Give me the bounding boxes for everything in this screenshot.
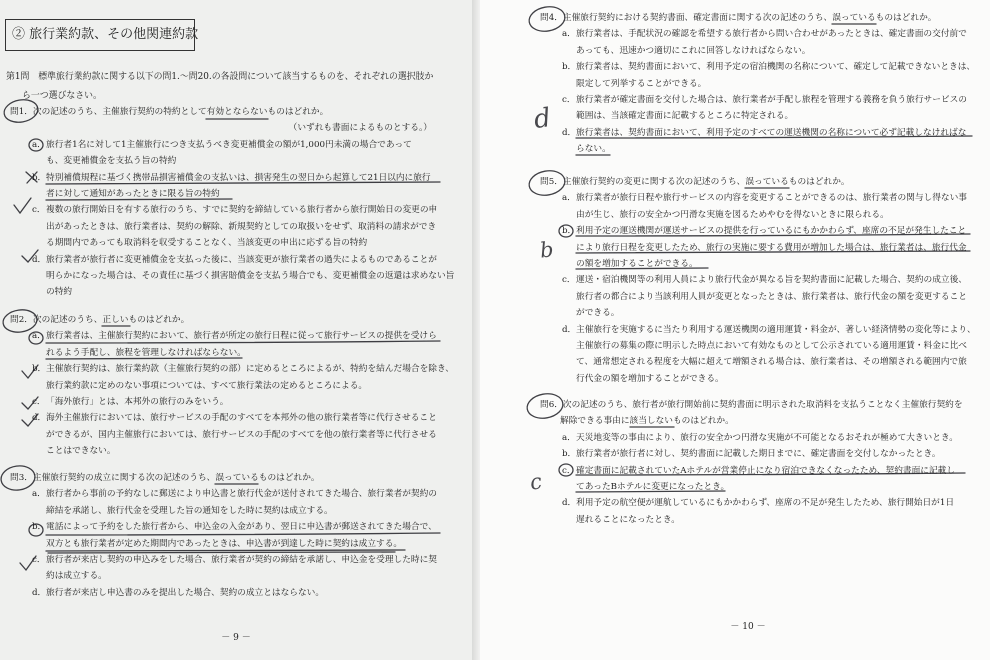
choice-label: b．: [32, 522, 47, 533]
question-label: 問5．: [540, 177, 563, 187]
choice-text: 主催旅行を実施するに当たり利用する運送機関の適用運賃・料金が、著しい経済情勢の変化等により、: [576, 324, 976, 335]
choice-text: 天災地変等の事由により、旅行の安全かつ円滑な実施が不可能となるおそれが極めて大きいとき。: [576, 432, 958, 443]
question-text: 主催旅行契約の成立に関する次の記述のうち、誤っているものはどれか。: [32, 473, 320, 483]
choice-label: b．: [562, 449, 577, 460]
choice-line: [10, 443, 472, 459]
choice-line: [540, 272, 990, 288]
handwritten-answer-q5: b: [538, 237, 555, 263]
choice-text: 複数の旅行開始日を有する旅行のうち、すでに契約を締結している旅行者から旅行開始日の変更の申: [46, 205, 438, 216]
question-line: [10, 104, 472, 120]
question-label: 問1．: [10, 107, 33, 117]
choice-line: [540, 446, 990, 462]
question-text: 主催旅行契約における契約書面、確定書面に関する次の記述のうち、誤っているものはどれか。: [562, 13, 937, 23]
question-text: 解除できる事由に該当しないものはどれか。: [560, 416, 734, 427]
choice-label: d．: [562, 498, 577, 509]
choice-line: [10, 519, 472, 535]
choice-text: 双方とも旅行業者が定めた期間内であったときは、申込書が到達した時に契約は成立する。: [46, 538, 403, 549]
choice-label: a．: [32, 331, 46, 342]
choice-text: 旅行業者は、主催旅行契約において、旅行者が所定の旅行日程に従って旅行サービスの提供を受けら: [46, 331, 437, 342]
choice-line: [10, 536, 472, 552]
question-1: [10, 104, 472, 301]
choice-line: [540, 43, 990, 59]
section-title: ② 旅行業約款、その他関連約款: [5, 19, 195, 51]
choice-line: [540, 430, 990, 446]
question-line: [540, 174, 990, 190]
choice-text: 旅行者から事前の予約なしに郵送により申込書と旅行代金が送付されてきた場合、旅行業者が契約の: [46, 489, 437, 500]
choice-line: [10, 378, 472, 394]
choice-line: [540, 495, 990, 511]
choice-label: c．: [562, 275, 576, 286]
choice-text: 主催旅行の募集の際に明示した時点において有効なものとして公示されている適用運賃・料金に比べ: [576, 340, 967, 351]
question-note-text: （いずれも書面によるものとする。）: [288, 123, 432, 134]
choice-line: [10, 186, 472, 202]
choice-text: 旅行業者が確定書面を交付した場合は、旅行業者が手配し旅程を管理する義務を負う旅行サービスの: [576, 94, 967, 105]
instructions-line: 第1問 標準旅行業約款に関する以下の問1.～問20.の各設問について該当するものを、それぞれの選択肢か: [6, 72, 434, 82]
choice-line: [540, 256, 990, 272]
choice-text: ができる。: [576, 308, 620, 319]
question-3: [10, 470, 472, 601]
choice-label: b．: [562, 62, 577, 73]
choice-label: a．: [32, 489, 46, 500]
choice-line: [540, 59, 990, 75]
choice-line: [10, 486, 472, 502]
choice-line: [540, 125, 990, 141]
choice-text: てあったBホテルに変更になったとき。: [576, 481, 730, 492]
choice-line: [540, 190, 990, 206]
choice-line: [540, 240, 990, 256]
choice-line: [10, 345, 472, 361]
choice-label: a．: [562, 432, 576, 443]
choice-text: 遅れることになったとき。: [576, 514, 680, 525]
choice-line: [10, 410, 472, 426]
choice-line: [10, 585, 472, 601]
choice-text: らない。: [576, 144, 611, 155]
choice-line: [10, 394, 472, 410]
question-text: 主催旅行契約の変更に関する次の記述のうち、誤っているものはどれか。: [562, 177, 850, 187]
choice-line: [540, 289, 990, 305]
choice-text: 電話によって予約をした旅行者から、申込金の入金があり、翌日に申込書が郵送されてきた場合で、: [46, 522, 437, 533]
choice-text: て、通常想定される程度を大幅に超えて増額される場合は、旅行業者は、その増額される範囲内で旅: [576, 357, 967, 368]
choice-text: 旅行業者は、契約書面において、利用予定の宿泊機関の名称について、確定して記載できないときは、: [576, 62, 976, 73]
choice-text: 旅行業者が旅行者に変更補償金を支払った後に、当該変更が旅行業者の過失によるものであることが: [46, 254, 437, 265]
choice-label: c．: [32, 554, 46, 565]
question-5: [540, 174, 990, 387]
handwritten-answer-q6: c: [527, 469, 544, 495]
choice-text: ことはできない。: [46, 446, 116, 457]
choice-text: 由が生じ、旅行の安全かつ円滑な実施を図るためやむを得ないときに限られる。: [576, 209, 889, 220]
choice-text: 旅行者1名に対して1主催旅行につき支払うべき変更補償金の額が1,000円未満の場合であって: [46, 139, 412, 150]
question-label: 問4．: [540, 13, 563, 23]
choice-line: [540, 322, 990, 338]
choice-text: 旅行業者は、契約書面において、利用予定のすべての運送機関の名称について必ず記載しなければな: [576, 127, 967, 138]
choice-text: あっても、迅速かつ適切にこれに回答しなければならない。: [576, 45, 811, 56]
question-line: [540, 397, 990, 413]
choice-line: [540, 207, 990, 223]
choice-line: [540, 92, 990, 108]
choice-text: の特約: [46, 287, 73, 298]
question-line: [540, 413, 990, 429]
choice-line: [540, 354, 990, 370]
question-label: 問2．: [10, 315, 33, 325]
right-page: [480, 0, 990, 660]
choice-line: [10, 568, 472, 584]
choice-line: [540, 463, 990, 479]
choice-label: b．: [32, 364, 47, 375]
choice-label: c．: [562, 465, 576, 476]
question-text: 次の記述のうち、旅行者が旅行開始前に契約書面に明示された取消料を支払うことなく主催旅行契約を: [562, 400, 963, 410]
question-text: 次の記述のうち、主催旅行契約の特約として有効とならないものはどれか。: [32, 107, 329, 117]
choice-text: る期間内であっても取消料を収受することなく、当該変更の申出に応ずる旨の特約: [46, 238, 368, 249]
handwritten-answer-q4: d: [531, 102, 553, 136]
choice-label: d．: [32, 587, 47, 598]
instructions-line: ら一つ選びなさい。: [22, 91, 102, 101]
choice-line: [10, 268, 472, 284]
choice-line: [540, 223, 990, 239]
choice-line: [540, 338, 990, 354]
choice-line: [10, 235, 472, 251]
choice-text: 海外主催旅行においては、旅行サービスの手配のすべてを本邦外の他の旅行業者等に代行させること: [46, 413, 437, 424]
choice-text: も、変更補償金を支払う旨の特約: [46, 156, 177, 167]
choice-label: c．: [32, 396, 46, 407]
choice-line: [10, 202, 472, 218]
page-number: － 9 －: [221, 633, 251, 643]
choice-text: の額を増加することができる。: [576, 258, 698, 269]
choice-line: [10, 219, 472, 235]
choice-text: 旅行業者が旅行日程や旅行サービスの内容を変更することができるのは、旅行業者の関与し得ない事: [576, 193, 967, 204]
instructions: [6, 68, 468, 106]
choice-text: 旅行業者は、手配状況の確認を希望する旅行者から問い合わせがあったときは、確定書面の交付前で: [576, 29, 967, 40]
choice-line: [540, 512, 990, 528]
choice-line: [540, 108, 990, 124]
choice-line: [10, 153, 472, 169]
choice-text: 特別補償規程に基づく携帯品損害補償金の支払いは、損害発生の翌日から起算して21日以内に旅行: [46, 172, 431, 183]
choice-label: b．: [562, 226, 577, 237]
choice-label: a．: [562, 29, 576, 40]
choice-line: [10, 284, 472, 300]
choice-text: 主催旅行契約は、旅行業約款（主催旅行契約の部）に定めるところによるが、特約を結んだ場合を除き、: [46, 364, 454, 375]
choice-text: 利用予定の航空便が運航しているにもかかわらず、座席の不足が発生したため、旅行開始日が1日: [576, 498, 955, 509]
choice-line: [540, 479, 990, 495]
page-gutter: [472, 0, 480, 660]
choice-label: d．: [562, 324, 577, 335]
choice-text: 旅行業者が旅行者に対し、契約書面に記載した期日までに、確定書面を交付しなかったとき。: [576, 449, 941, 460]
question-4: [540, 10, 990, 158]
choice-line: [10, 503, 472, 519]
choice-text: 行代金の額を増加することができる。: [576, 373, 724, 384]
choice-label: a．: [562, 193, 576, 204]
choice-text: 者に対して通知があったときに限る旨の特約: [46, 188, 220, 199]
choice-text: ができるが、国内主催旅行においては、旅行サービスの手配のすべてを他の旅行業者等に代行させる: [46, 429, 437, 440]
choice-line: [540, 26, 990, 42]
choice-text: 旅行者が来店し契約の申込みをした場合、旅行業者が契約の締結を承諾し、申込金を受理した時に契: [46, 554, 437, 565]
page-number: － 10 －: [730, 622, 766, 632]
choice-line: [10, 328, 472, 344]
choice-label: d．: [32, 413, 47, 424]
choice-text: 運送・宿泊機関等の利用人員により旅行代金が異なる旨を契約書面に記載した場合、契約の成立後、: [576, 275, 967, 286]
choice-label: a．: [32, 139, 46, 150]
choice-line: [540, 141, 990, 157]
choice-text: 旅行業約款に定めのない事項については、すべて旅行業法の定めるところによる。: [46, 380, 368, 391]
choice-text: 約は成立する。: [46, 571, 107, 582]
choice-text: 締結を承諾し、旅行代金を受理した旨の通知をした時に契約は成立する。: [46, 505, 333, 516]
choice-text: 出があったときは、旅行業者は、契約の解除、新規契約としての取扱いをせず、取消料の請求ができ: [46, 221, 437, 232]
choice-line: [540, 305, 990, 321]
choice-label: b．: [32, 172, 47, 183]
choice-text: 確定書面に記載されていたAホテルが営業停止になり宿泊できなくなったため、契約書面に記載し: [576, 465, 956, 476]
question-label: 問3．: [10, 473, 33, 483]
choice-line: [10, 137, 472, 153]
choice-text: 明らかになった場合は、その責任に基づく損害賠償金を支払う場合でも、変更補償金の返還は求めない旨: [46, 270, 455, 281]
choice-text: 「海外旅行」とは、本邦外の旅行のみをいう。: [46, 396, 229, 407]
choice-text: れるよう手配し、旅程を管理しなければならない。: [46, 347, 246, 358]
choice-line: [540, 76, 990, 92]
choice-text: 範囲は、当該確定書面に記載するところに特定される。: [576, 111, 794, 122]
question-note: [10, 120, 472, 136]
question-line: [540, 10, 990, 26]
question-line: [10, 312, 472, 328]
question-2: [10, 312, 472, 460]
choice-label: c．: [32, 205, 46, 216]
question-6: [540, 397, 990, 528]
choice-line: [10, 427, 472, 443]
question-text: 次の記述のうち、正しいものはどれか。: [32, 315, 190, 325]
choice-text: 旅行者が来店し申込書のみを提出した場合、契約の成立とはならない。: [46, 587, 324, 598]
choice-text: 限定して列挙することができる。: [576, 78, 707, 89]
choice-label: c．: [562, 94, 576, 105]
choice-text: 利用予定の運送機関が運送サービスの提供を行っているにもかかわらず、座席の不足が発生したこと: [576, 226, 967, 237]
choice-line: [10, 170, 472, 186]
choice-line: [540, 371, 990, 387]
choice-line: [10, 252, 472, 268]
choice-line: [10, 361, 472, 377]
choice-text: により旅行日程を変更したため、旅行の実施に要する費用が増加した場合は、旅行業者は、旅行代金: [576, 242, 967, 253]
choice-label: d．: [32, 254, 47, 265]
question-line: [10, 470, 472, 486]
left-page: [0, 0, 472, 660]
choice-line: [10, 552, 472, 568]
choice-label: d．: [562, 127, 577, 138]
question-label: 問6．: [540, 400, 563, 410]
choice-text: 旅行者の都合により当該利用人員が変更となったときは、旅行業者は、旅行代金の額を変更すること: [576, 291, 967, 302]
